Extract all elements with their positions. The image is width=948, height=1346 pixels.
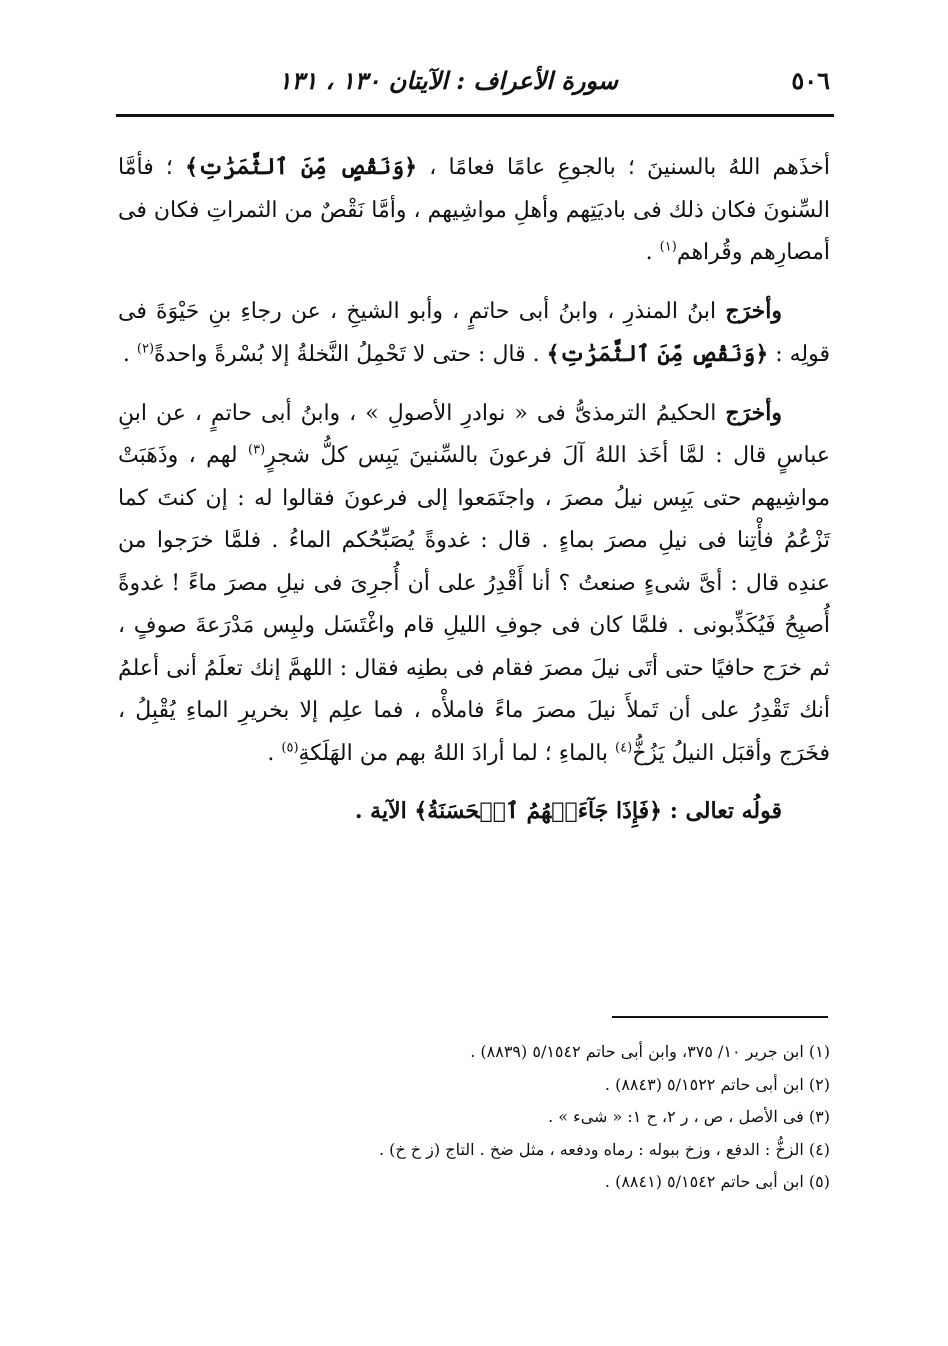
footnote-3: (٣) فى الأصل ، ص ، ر ٢، ح ١: « شىء » . [548,1107,830,1126]
verse-heading [118,790,830,833]
paragraph-2 [118,290,830,377]
paragraph-text: الحكيمُ الترمذىُّ فى « نوادرِ الأصولِ » ، وابنُ أبى حاتمٍ ، عن ابنِ عباسٍ قال : لمَّا أخَذ اللهُ آلَ فرعونَ بالسِّنينَ يَبِس كلُّ شجرٍ [118,400,830,468]
footnote-5: (٥) ابن أبى حاتم ٥/١٥٤٢ (٨٨٤١) . [604,1172,830,1191]
footnote-2: (٢) ابن أبى حاتم ٥/١٥٢٢ (٨٨٤٣) . [604,1074,830,1094]
paragraph-text: أخذَهم اللهُ بالسنينَ ؛ بالجوعِ عامًا فعامًا ، [417,155,830,180]
footnote-rule [612,1016,828,1018]
footnote-ref: (٢) [136,341,155,357]
paragraph-text: ابنُ المنذرِ ، وابنُ أبى حاتمٍ ، وأبو الشيخِ ، عن رجاءِ بنِ حَيْوَةَ فى قولِه : [118,298,830,367]
page-header [118,62,830,102]
footnotes [118,1036,830,1199]
paragraph-end: . [645,240,660,265]
paragraph-end: . [122,342,137,367]
paragraph-text: بالماءِ ؛ لما أرادَ اللهُ بهم من الهَلَكةِ [298,740,616,766]
footnote-ref: (٥) [281,740,299,756]
paragraph-text: لهم ، وذَهَبَتْ مواشِيهم حتى يَبِس نيلُ مصرَ ، واجتَمَعوا إلى فرعونَ فقالوا له : إن كنتَ كما تَزْعُمُ فأْتِنا فى نيلِ مصرَ بماءٍ . قال : غدوةً يُصَبِّحُكم الماءُ . فلمَّا خرَجوا من عندِه قال : أىَّ شىءٍ صنعتُ ؟ أنا أَقْدِرُ على أن أُجرِىَ فى نيلِ مصرَ ماءً ! غدوةً أُصبِحُ فَيُكَذِّبونى . فلمَّا كان فى جوفِ الليلِ قام واغْتَسَل ولبِس مَدْرَعةَ صوفٍ ، ثم خرَج حافيًا حتى أتَى نيلَ مصرَ فقام فى بطنِه فقال : اللهمَّ إنك تعلَمُ أنى أعلمُ أنك تَقْدِرُ على أن تَملأَ نيلَ مصرَ ماءً فاملأْه ، فما علِم إلا بخريرِ الماءِ يُقْبِلُ ، فخَرَج وأقبَل النيلُ يَزُخُّ [118,443,830,766]
quran-verse: ﴿فَإِذَا جَآءَتۡهُمُ ٱلۡحَسَنَةُ﴾ [414,798,663,824]
quran-verse: ﴿وَنَقْصٍ مِّنَ ٱلثَّمَرَٰتِ﴾ [185,154,418,180]
footnote-ref: (٤) [615,740,633,756]
paragraph-lead: وأخرَج [725,399,782,426]
footnote-ref: (١) [659,239,677,255]
paragraph-1 [118,146,830,275]
footnote-1: (١) ابن جرير ١٠/ ٣٧٥، وابن أبى حاتم ٥/١٥٤٢ (٨٨٣٩) . [470,1042,830,1061]
running-title: سورة الأعراف : الآيتان ١٣٠ ، ١٣١ [278,66,618,95]
quran-verse: ﴿وَنَقْصٍ مِّنَ ٱلثَّمَرَٰتِ﴾ [546,341,769,367]
footnote-ref: (٣) [248,442,266,458]
main-text [118,146,830,833]
paragraph-end: . [267,740,282,766]
heading-end: الآية . [354,798,415,824]
paragraph-3 [118,392,830,776]
heading-lead: قولُه تعالى : [662,798,782,824]
paragraph-text: ؛ فأمَّا السِّنونَ فكان ذلك فى باديَتِهم وأهلِ مواشِيهم ، وأمَّا نَقْصٌ من الثمراتِ فكان فى أمصارِهم وقُراهم [118,155,830,265]
paragraph-text: . قال : حتى لا تَحْمِلُ النَّخلةُ إلا بُسْرةً واحدةً [154,342,547,367]
page-number: ٥٠٦ [791,66,830,95]
header-rule [116,114,834,117]
footnote-4: (٤) الزخُّ : الدفع ، وزخ ببوله : رماه ودفعه ، مثل ضخ . التاج (ز خ خ) . [378,1139,830,1159]
paragraph-lead: وأخرَج [725,297,782,324]
